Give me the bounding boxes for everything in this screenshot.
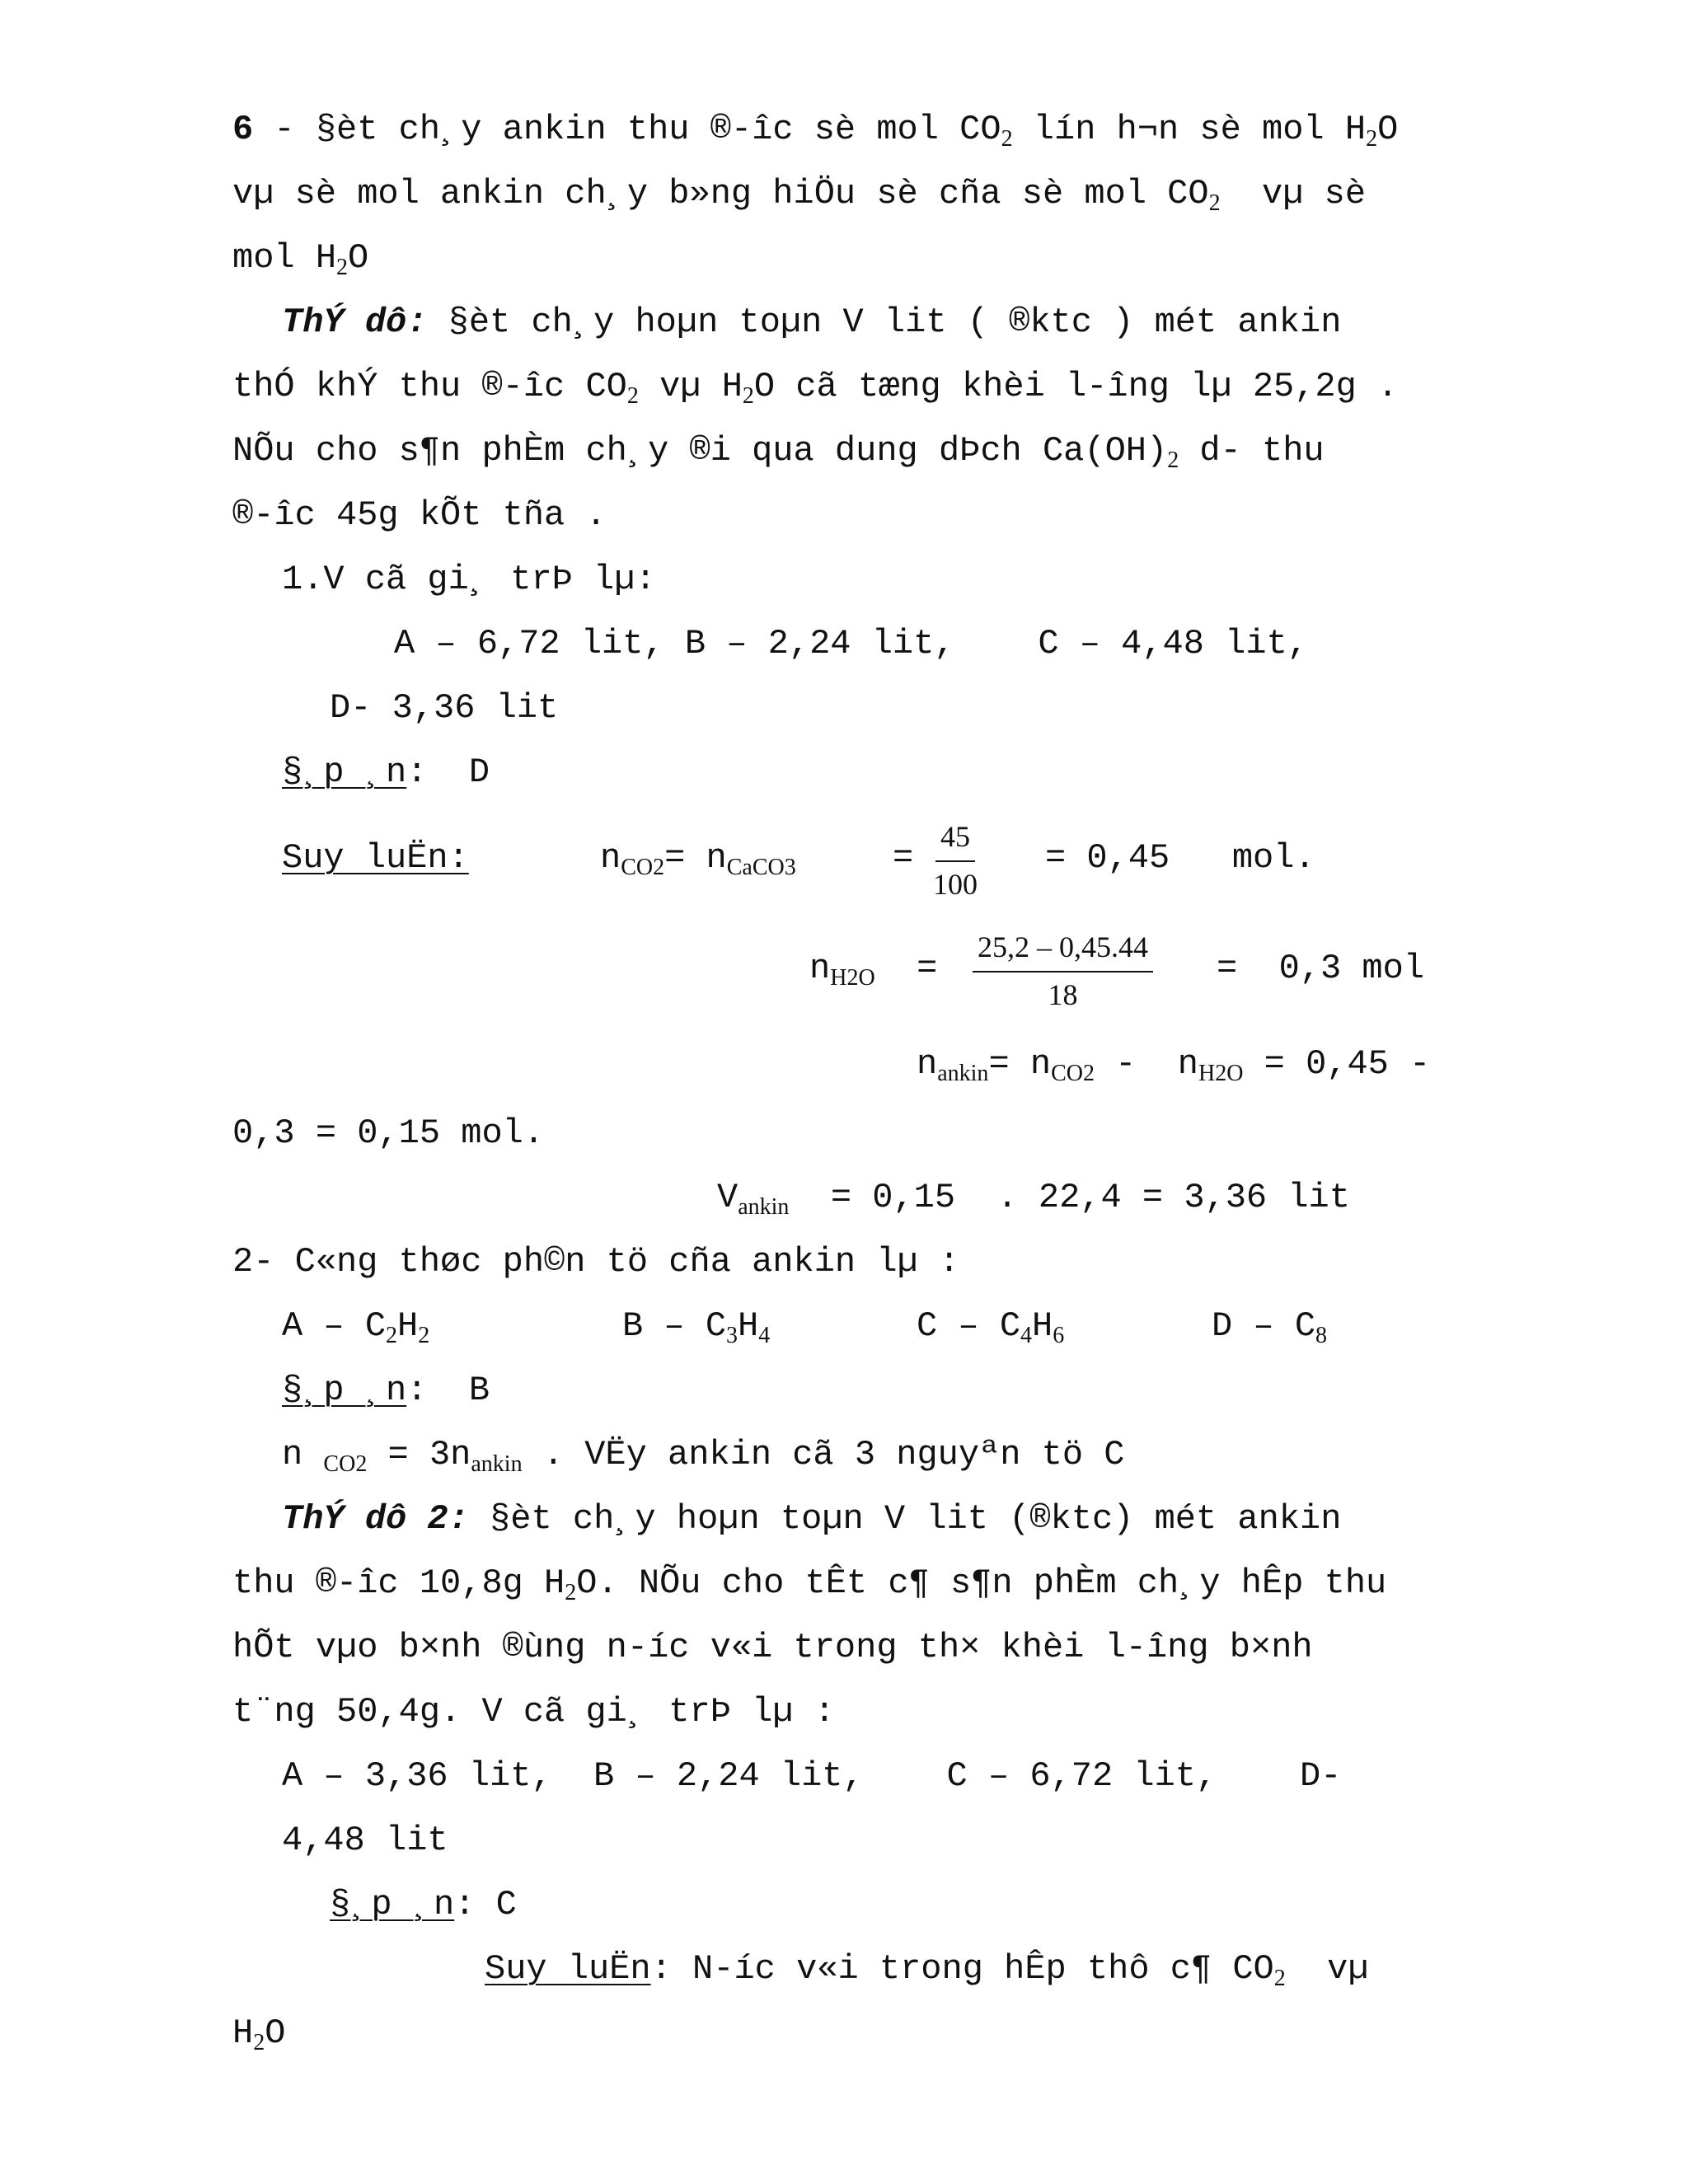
paragraph-6-line-3: mol $H_2O$ xyxy=(232,238,369,280)
example-label: ThÝ dô: xyxy=(282,302,428,342)
item-number: 6 xyxy=(232,110,254,149)
example-1-line-4: ®-îc 45g kÕt tña . xyxy=(232,495,607,535)
example-2-options-line-1: A – 3,36 lit, B – 2,24 lit, C – 6,72 lit, D- xyxy=(282,1756,1342,1796)
options-1-line-1: A – 6,72 lit, B – 2,24 lit, C – 4,48 lit, xyxy=(394,624,1308,663)
fraction-45-100: $\frac{45}{100}$ xyxy=(933,818,978,903)
example-2-line-4: t¨ng 50,4g. V cã gi¸ trÞ lµ : xyxy=(232,1692,835,1732)
fraction-h2o: $\frac{25,2 - 0,45.44}{18}$ xyxy=(973,928,1153,1014)
equals-sign: = xyxy=(893,838,914,878)
example-1-line-2: thÓ khÝ thu ®-îc $CO_2$ vµ $H_2O$ cã tæng khèi l-îng lµ 25,2g . xyxy=(232,367,1399,409)
question-1: 1.V cã gi¸ trÞ lµ: xyxy=(282,560,656,599)
answer-2-reasoning: n $_{CO2} = 3n_{ankin}$ . VËy ankin cã 3 nguyªn tö C xyxy=(282,1435,1125,1477)
option-2-c: C – $C_4H_6$ xyxy=(917,1306,1065,1348)
v-ankin-equation: $V_{ankin} = 0,15$ . 22,4 = 3,36 lit xyxy=(717,1178,1350,1220)
options-1-line-2: D- 3,36 lit xyxy=(330,688,559,728)
reasoning-label: Suy luËn: xyxy=(282,838,469,878)
options-2: A – $C_2H_2$ xyxy=(282,1306,430,1348)
answer-label: §¸p ¸n xyxy=(282,752,407,792)
example-2-options-line-2: 4,48 lit xyxy=(282,1821,448,1860)
example-2-reasoning-end: $H_2O$ xyxy=(232,2013,286,2055)
answer-2: §¸p ¸n: B xyxy=(282,1371,490,1410)
result-h2o: = 0,3 mol xyxy=(1217,949,1425,988)
example-2-reasoning: Suy luËn: N-íc v«i trong hÊp thô c¶ $CO_2$ vµ xyxy=(485,1949,1369,1991)
paragraph-6-line-1: 6 - §èt ch¸y ankin thu ®-îc sè mol $CO_2$ lín h¬n sè mol $H_2O$ xyxy=(232,110,1399,152)
example-2-answer: §¸p ¸n: C xyxy=(330,1885,517,1924)
n-ankin-equation: $n_{ankin}= n_{CO2} - n_{H2O} = 0,45$ - xyxy=(917,1044,1431,1086)
result-co2: = 0,45 mol. xyxy=(1045,838,1315,878)
example-1-line-1: ThÝ dô: §èt ch¸y hoµn toµn V lit ( ®ktc ) mét ankin xyxy=(282,302,1342,342)
answer-1: §¸p ¸n: D xyxy=(282,752,490,792)
option-2-d: D – $C_8$ xyxy=(1212,1306,1328,1348)
option-2-b: B – $C_3H_4$ xyxy=(622,1306,771,1348)
example-2-label: ThÝ dô 2: xyxy=(282,1499,469,1539)
n-h2o-equation: $n_{H2O}$ = xyxy=(809,949,938,991)
paragraph-6-line-2: vµ sè mol ankin ch¸y b»ng hiÖu sè cña sè mol $CO_2$ vµ sè xyxy=(232,174,1367,216)
example-2-line-2: thu ®-îc 10,8g $H_2O$. NÕu cho tÊt c¶ s¶n phÈm ch¸y hÊp thu xyxy=(232,1563,1387,1605)
n-ankin-continued: 0,3 = 0,15 mol. xyxy=(232,1113,545,1153)
example-2-line-1: ThÝ dô 2: §èt ch¸y hoµn toµn V lit (®ktc) mét ankin xyxy=(282,1499,1342,1539)
example-2-line-3: hÕt vµo b×nh ®ùng n-íc v«i trong th× khèi l-îng b×nh xyxy=(232,1628,1313,1667)
example-1-line-3: NÕu cho s¶n phÈm ch¸y ®i qua dung dÞch $Ca(OH)_2$ d- thu xyxy=(232,431,1325,473)
question-2: 2- C«ng thøc ph©n tö cña ankin lµ : xyxy=(232,1242,960,1282)
n-co2-equation: $n_{CO2}= n_{CaCO3}$ xyxy=(600,838,796,880)
